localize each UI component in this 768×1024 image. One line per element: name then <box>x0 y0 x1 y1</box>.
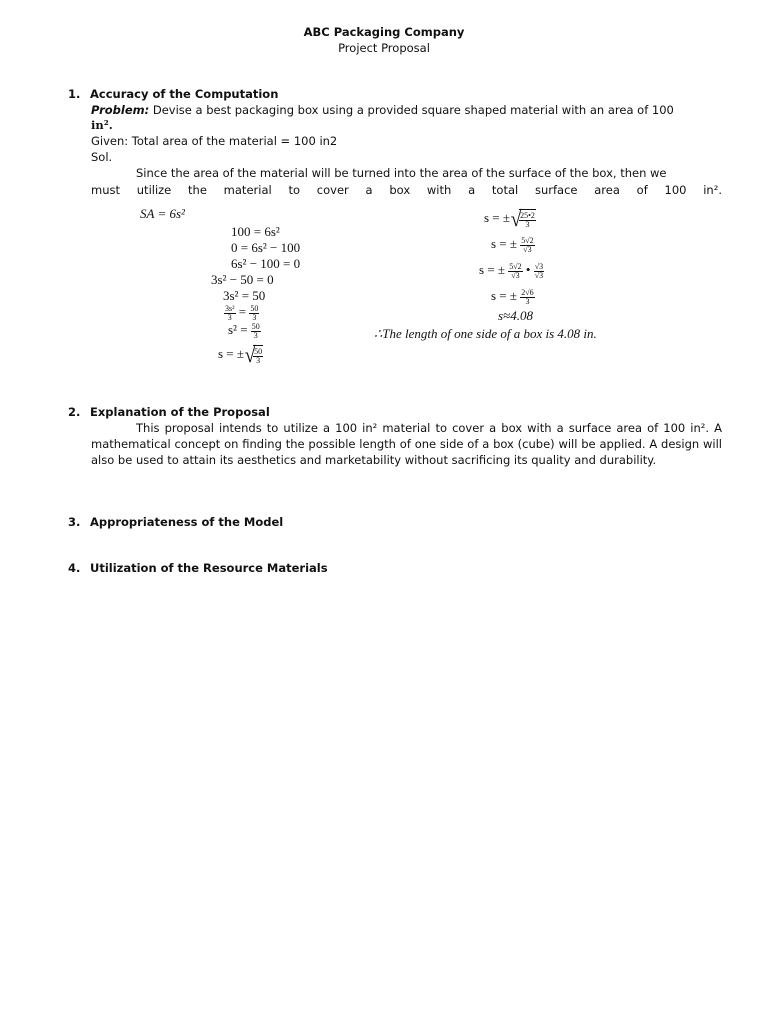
section-2-paragraph: This proposal intends to utilize a 100 in² material to cover a box with a surface area of 100 in². A mathematical concept on finding the possible length of one side of a box (cube) will be applied. A design will also be used to attain its aesthetics and marketability without sacrificing its quality and durability. <box>91 421 722 468</box>
equals-sign: = <box>238 304 247 319</box>
document-subtitle: Project Proposal <box>338 41 430 55</box>
math-lhs: s² = <box>228 322 248 337</box>
math-lhs: s = ± <box>491 236 518 251</box>
math-step-7 <box>228 322 261 340</box>
fraction-denominator: √3 <box>534 270 544 280</box>
fraction-denominator: √3 <box>523 244 532 254</box>
fraction-numerator: 5√2 <box>509 261 522 271</box>
math-step-5: 3s² = 50 <box>223 288 266 303</box>
fraction <box>249 305 259 322</box>
math-step-4: 3s² − 50 = 0 <box>211 272 274 287</box>
fraction-denominator: 3 <box>525 296 530 306</box>
section-3-title: Appropriateness of the Model <box>90 515 284 529</box>
given-line: Given: Total area of the material = 100 in2 <box>91 134 338 148</box>
section-4-title: Utilization of the Resource Materials <box>90 561 328 575</box>
fraction <box>534 263 544 280</box>
section-1-title: Accuracy of the Computation <box>90 87 279 101</box>
math-step-6 <box>224 304 259 322</box>
sol-line-2: must utilize the material to cover a box with a total surface area of 100 in². <box>91 183 722 197</box>
sqrt-icon: √ <box>510 206 522 231</box>
sol-label: Sol. <box>91 150 113 164</box>
radicand <box>519 209 536 229</box>
math-sa-text: SA = 6s² <box>140 206 185 221</box>
sqrt-icon: √ <box>244 342 256 367</box>
math-step-3: 6s² − 100 = 0 <box>231 256 301 271</box>
fraction-numerator: 25•2 <box>520 210 535 220</box>
fraction-numerator: 50 <box>251 321 260 331</box>
math-right-step-3 <box>479 262 544 280</box>
math-right-step-2 <box>491 236 535 254</box>
fraction-denominator: 3 <box>253 330 258 340</box>
fraction-numerator: 5√2 <box>521 235 534 245</box>
multiply-dot: • <box>525 262 531 277</box>
fraction-denominator: 3 <box>256 355 261 365</box>
approx-result: s≈4.08 <box>498 308 533 323</box>
section-3-number: 3. <box>68 515 81 529</box>
fraction <box>224 305 236 322</box>
fraction <box>520 237 534 254</box>
math-right-step-5 <box>498 308 533 323</box>
math-step-1: 100 = 6s² <box>231 224 280 239</box>
section-1-heading <box>68 86 278 102</box>
problem-text-1: Devise a best packaging box using a provided square shaped material with an area of 100 <box>149 103 674 117</box>
section-4-number: 4. <box>68 561 81 575</box>
company-name: ABC Packaging Company <box>303 25 465 39</box>
section-2-heading <box>68 404 270 420</box>
problem-line-1 <box>91 102 722 118</box>
section-1-number: 1. <box>68 87 81 101</box>
fraction-numerator: 50 <box>250 303 259 313</box>
problem-line-2: in². <box>91 118 113 132</box>
math-lhs: s = ± <box>479 262 506 277</box>
section-2-title: Explanation of the Proposal <box>90 405 270 419</box>
fraction-denominator: 3 <box>525 219 530 229</box>
math-lhs: s = ± <box>484 209 511 225</box>
section-2-number: 2. <box>68 405 81 419</box>
math-right-step-4 <box>491 288 535 306</box>
fraction-numerator: 2√6 <box>521 287 534 297</box>
math-step-8 <box>218 344 263 366</box>
fraction <box>519 212 536 229</box>
math-conclusion: ∴The length of one side of a box is 4.08 in. <box>374 326 597 341</box>
fraction <box>251 323 261 340</box>
problem-label: Problem: <box>91 103 150 117</box>
math-lhs: s = ± <box>491 288 518 303</box>
fraction-numerator: √3 <box>534 261 544 271</box>
fraction-numerator: 3s² <box>225 303 235 313</box>
math-sa-formula <box>140 206 185 221</box>
section-3-heading <box>68 514 283 530</box>
fraction <box>520 289 534 306</box>
fraction-denominator: 3 <box>252 312 257 322</box>
fraction <box>508 263 522 280</box>
section-4-heading <box>68 560 328 576</box>
fraction-denominator: 3 <box>227 312 232 322</box>
sol-line-1: Since the area of the material will be turned into the area of the surface of the box, then we <box>136 166 667 180</box>
fraction-denominator: √3 <box>511 270 520 280</box>
math-right-step-1 <box>484 208 536 230</box>
math-step-2: 0 = 6s² − 100 <box>231 240 301 255</box>
fraction-numerator: 50 <box>254 346 263 356</box>
math-lhs: s = ± <box>218 345 245 361</box>
